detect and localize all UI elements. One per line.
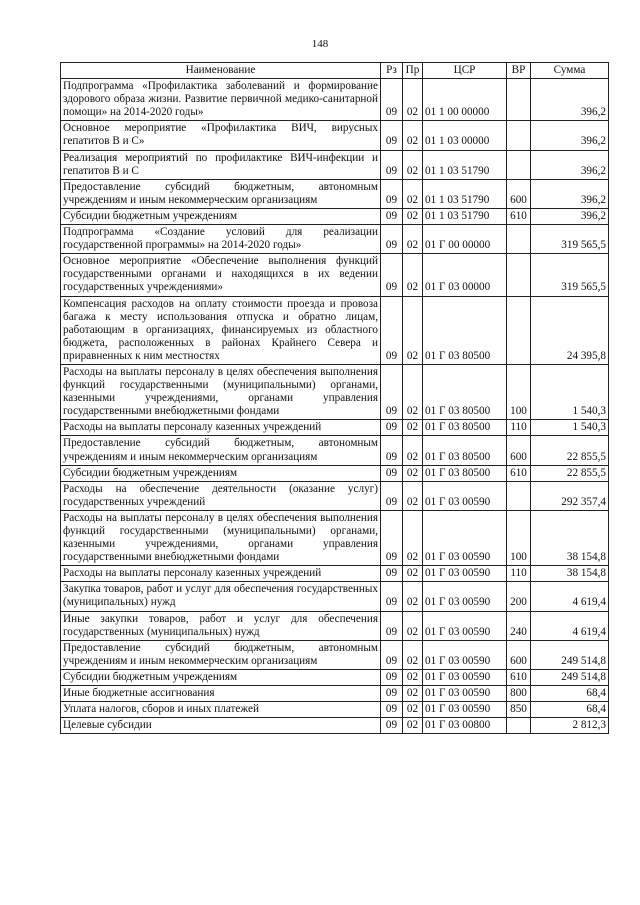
row-vr: 600	[507, 179, 531, 208]
row-csr: 01 Г 00 00000	[423, 225, 507, 254]
row-sum: 22 855,5	[531, 436, 609, 465]
row-rz: 09	[381, 611, 403, 640]
table-row	[61, 686, 609, 702]
row-pr: 02	[403, 208, 423, 224]
table-body	[61, 79, 609, 734]
row-sum: 38 154,8	[531, 510, 609, 565]
row-name: Расходы на выплаты персоналу в целях обеспечения выполнения функций государственными (муниципальными) органами, казенными учреждениями, органами управления государственными внебюджетными фондами	[61, 510, 381, 565]
row-vr: 110	[507, 566, 531, 582]
row-csr: 01 1 03 00000	[423, 121, 507, 150]
row-csr: 01 Г 03 00590	[423, 582, 507, 611]
table-row	[61, 208, 609, 224]
row-vr	[507, 718, 531, 734]
row-sum: 396,2	[531, 150, 609, 179]
row-rz: 09	[381, 510, 403, 565]
row-name: Предоставление субсидий бюджетным, автономным учреждениям и иным некоммерческим организациям	[61, 436, 381, 465]
row-vr: 850	[507, 702, 531, 718]
row-rz: 09	[381, 150, 403, 179]
row-pr: 02	[403, 121, 423, 150]
row-rz: 09	[381, 208, 403, 224]
row-name: Компенсация расходов на оплату стоимости проезда и провоза багажа к месту использования отпуска и обратно лицам, работающим в организациях, финансируемых из областного бюджета, расположенных в районах Крайнего Севера и приравненных к ним местностях	[61, 296, 381, 364]
row-sum: 68,4	[531, 702, 609, 718]
header-pr: Пр	[403, 63, 423, 79]
row-rz: 09	[381, 669, 403, 685]
row-pr: 02	[403, 420, 423, 436]
row-vr	[507, 150, 531, 179]
row-pr: 02	[403, 481, 423, 510]
row-pr: 02	[403, 254, 423, 296]
row-sum: 38 154,8	[531, 566, 609, 582]
row-name: Расходы на выплаты персоналу казенных учреждений	[61, 420, 381, 436]
row-rz: 09	[381, 364, 403, 419]
row-csr: 01 Г 03 00000	[423, 254, 507, 296]
row-csr: 01 Г 03 00800	[423, 718, 507, 734]
row-pr: 02	[403, 718, 423, 734]
row-csr: 01 Г 03 00590	[423, 566, 507, 582]
table-row	[61, 669, 609, 685]
row-name: Реализация мероприятий по профилактике ВИЧ-инфекции и гепатитов В и С	[61, 150, 381, 179]
row-sum: 396,2	[531, 121, 609, 150]
row-vr: 600	[507, 436, 531, 465]
row-vr	[507, 225, 531, 254]
table-header	[61, 63, 609, 79]
row-vr: 100	[507, 364, 531, 419]
row-csr: 01 1 00 00000	[423, 79, 507, 121]
row-sum: 396,2	[531, 179, 609, 208]
row-rz: 09	[381, 702, 403, 718]
row-rz: 09	[381, 481, 403, 510]
row-vr	[507, 481, 531, 510]
row-name: Целевые субсидии	[61, 718, 381, 734]
row-pr: 02	[403, 686, 423, 702]
row-sum: 1 540,3	[531, 420, 609, 436]
row-vr: 600	[507, 640, 531, 669]
table-row	[61, 296, 609, 364]
row-rz: 09	[381, 640, 403, 669]
table-row	[61, 121, 609, 150]
row-name: Расходы на обеспечение деятельности (оказание услуг) государственных учреждений	[61, 481, 381, 510]
row-vr: 110	[507, 420, 531, 436]
row-vr: 800	[507, 686, 531, 702]
row-csr: 01 Г 03 80500	[423, 420, 507, 436]
row-sum: 396,2	[531, 79, 609, 121]
row-pr: 02	[403, 566, 423, 582]
table-row	[61, 254, 609, 296]
row-csr: 01 1 03 51790	[423, 150, 507, 179]
row-name: Субсидии бюджетным учреждениям	[61, 465, 381, 481]
table-row	[61, 481, 609, 510]
row-name: Субсидии бюджетным учреждениям	[61, 669, 381, 685]
table-row	[61, 79, 609, 121]
row-name: Основное мероприятие «Обеспечение выполнения функций государственными органами и находящихся в их ведении государственных учреждениями»	[61, 254, 381, 296]
row-pr: 02	[403, 611, 423, 640]
row-rz: 09	[381, 225, 403, 254]
row-sum: 22 855,5	[531, 465, 609, 481]
row-name: Подпрограмма «Профилактика заболеваний и формирование здорового образа жизни. Развитие первичной медико-санитарной помощи» на 2014-2020 годы»	[61, 79, 381, 121]
row-name: Основное мероприятие «Профилактика ВИЧ, вирусных гепатитов В и С»	[61, 121, 381, 150]
table-row	[61, 420, 609, 436]
table-row	[61, 179, 609, 208]
header-name: Наименование	[61, 63, 381, 79]
row-rz: 09	[381, 179, 403, 208]
row-pr: 02	[403, 465, 423, 481]
row-vr: 200	[507, 582, 531, 611]
row-rz: 09	[381, 436, 403, 465]
row-pr: 02	[403, 150, 423, 179]
row-csr: 01 Г 03 00590	[423, 669, 507, 685]
row-csr: 01 1 03 51790	[423, 208, 507, 224]
row-pr: 02	[403, 79, 423, 121]
row-name: Субсидии бюджетным учреждениям	[61, 208, 381, 224]
budget-table	[60, 62, 609, 734]
page-number: 148	[311, 38, 329, 50]
row-rz: 09	[381, 121, 403, 150]
row-sum: 249 514,8	[531, 669, 609, 685]
row-rz: 09	[381, 686, 403, 702]
row-sum: 2 812,3	[531, 718, 609, 734]
row-pr: 02	[403, 179, 423, 208]
row-pr: 02	[403, 640, 423, 669]
row-sum: 24 395,8	[531, 296, 609, 364]
row-name: Иные закупки товаров, работ и услуг для обеспечения государственных (муниципальных) нужд	[61, 611, 381, 640]
row-name: Расходы на выплаты персоналу в целях обеспечения выполнения функций государственными (муниципальными) органами, казенными учреждениями, органами управления государственными внебюджетными фондами	[61, 364, 381, 419]
row-csr: 01 Г 03 00590	[423, 686, 507, 702]
row-csr: 01 Г 03 00590	[423, 510, 507, 565]
row-pr: 02	[403, 225, 423, 254]
row-name: Расходы на выплаты персоналу казенных учреждений	[61, 566, 381, 582]
row-name: Подпрограмма «Создание условий для реализации государственной программы» на 2014-2020 годы»	[61, 225, 381, 254]
row-csr: 01 Г 03 00590	[423, 702, 507, 718]
row-pr: 02	[403, 669, 423, 685]
row-sum: 249 514,8	[531, 640, 609, 669]
header-rz: Рз	[381, 63, 403, 79]
row-vr: 610	[507, 669, 531, 685]
row-pr: 02	[403, 364, 423, 419]
row-rz: 09	[381, 582, 403, 611]
row-pr: 02	[403, 702, 423, 718]
row-pr: 02	[403, 436, 423, 465]
row-sum: 292 357,4	[531, 481, 609, 510]
row-name: Закупка товаров, работ и услуг для обеспечения государственных (муниципальных) нужд	[61, 582, 381, 611]
row-vr	[507, 79, 531, 121]
table-row	[61, 150, 609, 179]
row-rz: 09	[381, 465, 403, 481]
table-row	[61, 702, 609, 718]
row-csr: 01 Г 03 80500	[423, 436, 507, 465]
table-row	[61, 566, 609, 582]
row-rz: 09	[381, 296, 403, 364]
row-sum: 68,4	[531, 686, 609, 702]
row-name: Предоставление субсидий бюджетным, автономным учреждениям и иным некоммерческим организациям	[61, 179, 381, 208]
table-row	[61, 582, 609, 611]
table-row	[61, 510, 609, 565]
row-vr: 100	[507, 510, 531, 565]
row-name: Иные бюджетные ассигнования	[61, 686, 381, 702]
row-pr: 02	[403, 582, 423, 611]
header-vr: ВР	[507, 63, 531, 79]
row-csr: 01 Г 03 00590	[423, 611, 507, 640]
row-vr	[507, 296, 531, 364]
row-sum: 4 619,4	[531, 582, 609, 611]
row-sum: 1 540,3	[531, 364, 609, 419]
table-row	[61, 436, 609, 465]
row-rz: 09	[381, 254, 403, 296]
row-sum: 319 565,5	[531, 225, 609, 254]
row-csr: 01 Г 03 00590	[423, 481, 507, 510]
row-rz: 09	[381, 79, 403, 121]
row-rz: 09	[381, 420, 403, 436]
table-row	[61, 465, 609, 481]
row-csr: 01 Г 03 80500	[423, 296, 507, 364]
row-pr: 02	[403, 296, 423, 364]
row-csr: 01 1 03 51790	[423, 179, 507, 208]
table-row	[61, 611, 609, 640]
row-rz: 09	[381, 718, 403, 734]
row-vr	[507, 254, 531, 296]
row-rz: 09	[381, 566, 403, 582]
row-name: Уплата налогов, сборов и иных платежей	[61, 702, 381, 718]
row-csr: 01 Г 03 00590	[423, 640, 507, 669]
row-vr: 240	[507, 611, 531, 640]
table-row	[61, 718, 609, 734]
table-row	[61, 225, 609, 254]
row-sum: 396,2	[531, 208, 609, 224]
row-sum: 319 565,5	[531, 254, 609, 296]
header-csr: ЦСР	[423, 63, 507, 79]
row-csr: 01 Г 03 80500	[423, 364, 507, 419]
header-sum: Сумма	[531, 63, 609, 79]
table-row	[61, 640, 609, 669]
row-vr: 610	[507, 465, 531, 481]
row-sum: 4 619,4	[531, 611, 609, 640]
row-pr: 02	[403, 510, 423, 565]
table-row	[61, 364, 609, 419]
row-csr: 01 Г 03 80500	[423, 465, 507, 481]
header-row	[61, 63, 609, 79]
row-name: Предоставление субсидий бюджетным, автономным учреждениям и иным некоммерческим организациям	[61, 640, 381, 669]
row-vr	[507, 121, 531, 150]
row-vr: 610	[507, 208, 531, 224]
